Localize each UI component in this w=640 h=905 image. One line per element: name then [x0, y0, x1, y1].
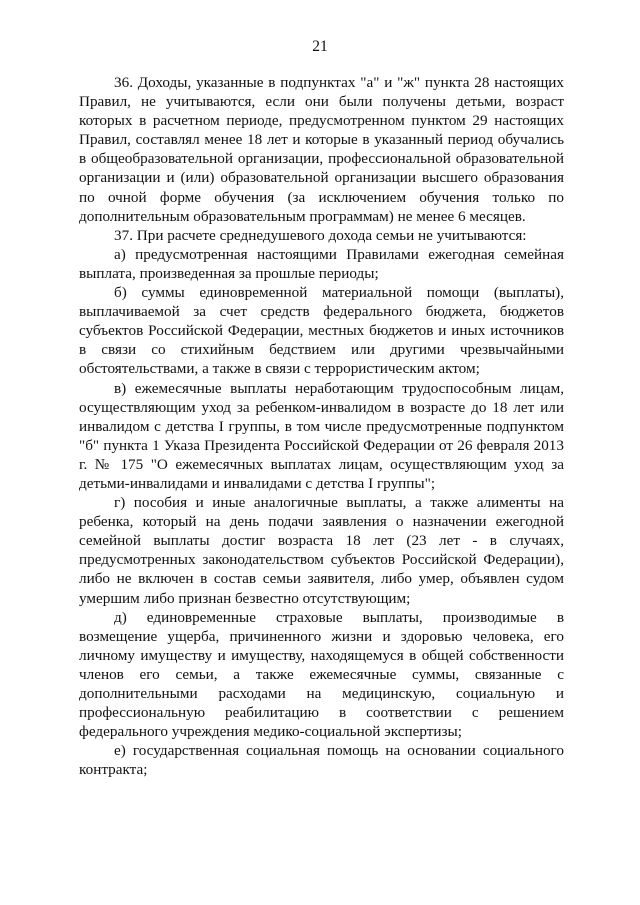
document-body	[79, 73, 564, 779]
subparagraph-d: д) единовременные страховые выплаты, производимые в возмещение ущерба, причиненного жизни и здоровью человека, его личному имуществу и имуществу, находящемуся в общей собственности членов его семьи, а также ежемесячные суммы, связанные с дополнительными расходами на медицинскую, социальную и профессиональную реабилитацию в соответствии с решением федерального учреждения медико-социальной экспертизы;	[79, 608, 564, 741]
subparagraph-v: в) ежемесячные выплаты неработающим трудоспособным лицам, осуществляющим уход за ребенком-инвалидом в возрасте до 18 лет или инвалидом с детства I группы, в том числе предусмотренные подпунктом "б" пункта 1 Указа Президента Российской Федерации от 26 февраля 2013 г. № 175 "О ежемесячных выплатах лицам, осуществляющим уход за детьми-инвалидами и инвалидами с детства I группы";	[79, 379, 564, 492]
subparagraph-g: г) пособия и иные аналогичные выплаты, а также алименты на ребенка, который на день подачи заявления о назначении ежегодной семейной выплаты достиг возраста 18 лет (23 лет - в случаях, предусмотренных законодательством субъектов Российской Федерации), либо не включен в состав семьи заявителя, либо умер, объявлен судом умершим либо признан безвестно отсутствующим;	[79, 494, 564, 607]
paragraph-36: 36. Доходы, указанные в подпунктах "а" и "ж" пункта 28 настоящих Правил, не учитываются, если они были получены детьми, возраст которых в расчетном периоде, предусмотренном пунктом 29 настоящих Правил, составлял менее 18 лет и которые в указанный период обучались в общеобразовательной организации, профессиональной образовательной организации и (или) образовательной организации высшего образования по очной форме обучения (за исключением обучения только по дополнительным образовательным программам) не менее 6 месяцев.	[79, 74, 564, 225]
paragraph-37: 37. При расчете среднедушевого дохода семьи не учитываются:	[114, 226, 527, 244]
subparagraph-a: а) предусмотренная настоящими Правилами ежегодная семейная выплата, произведенная за прошлые периоды;	[79, 245, 564, 282]
page-number: 21	[312, 38, 328, 55]
subparagraph-b: б) суммы единовременной материальной помощи (выплаты), выплачиваемой за счет средств федерального бюджета, бюджетов субъектов Российской Федерации, местных бюджетов и иных источников в связи со стихийным бедствием или другими чрезвычайными обстоятельствами, а также в связи с террористическим актом;	[79, 284, 564, 378]
subparagraph-e: е) государственная социальная помощь на основании социального контракта;	[79, 742, 564, 779]
